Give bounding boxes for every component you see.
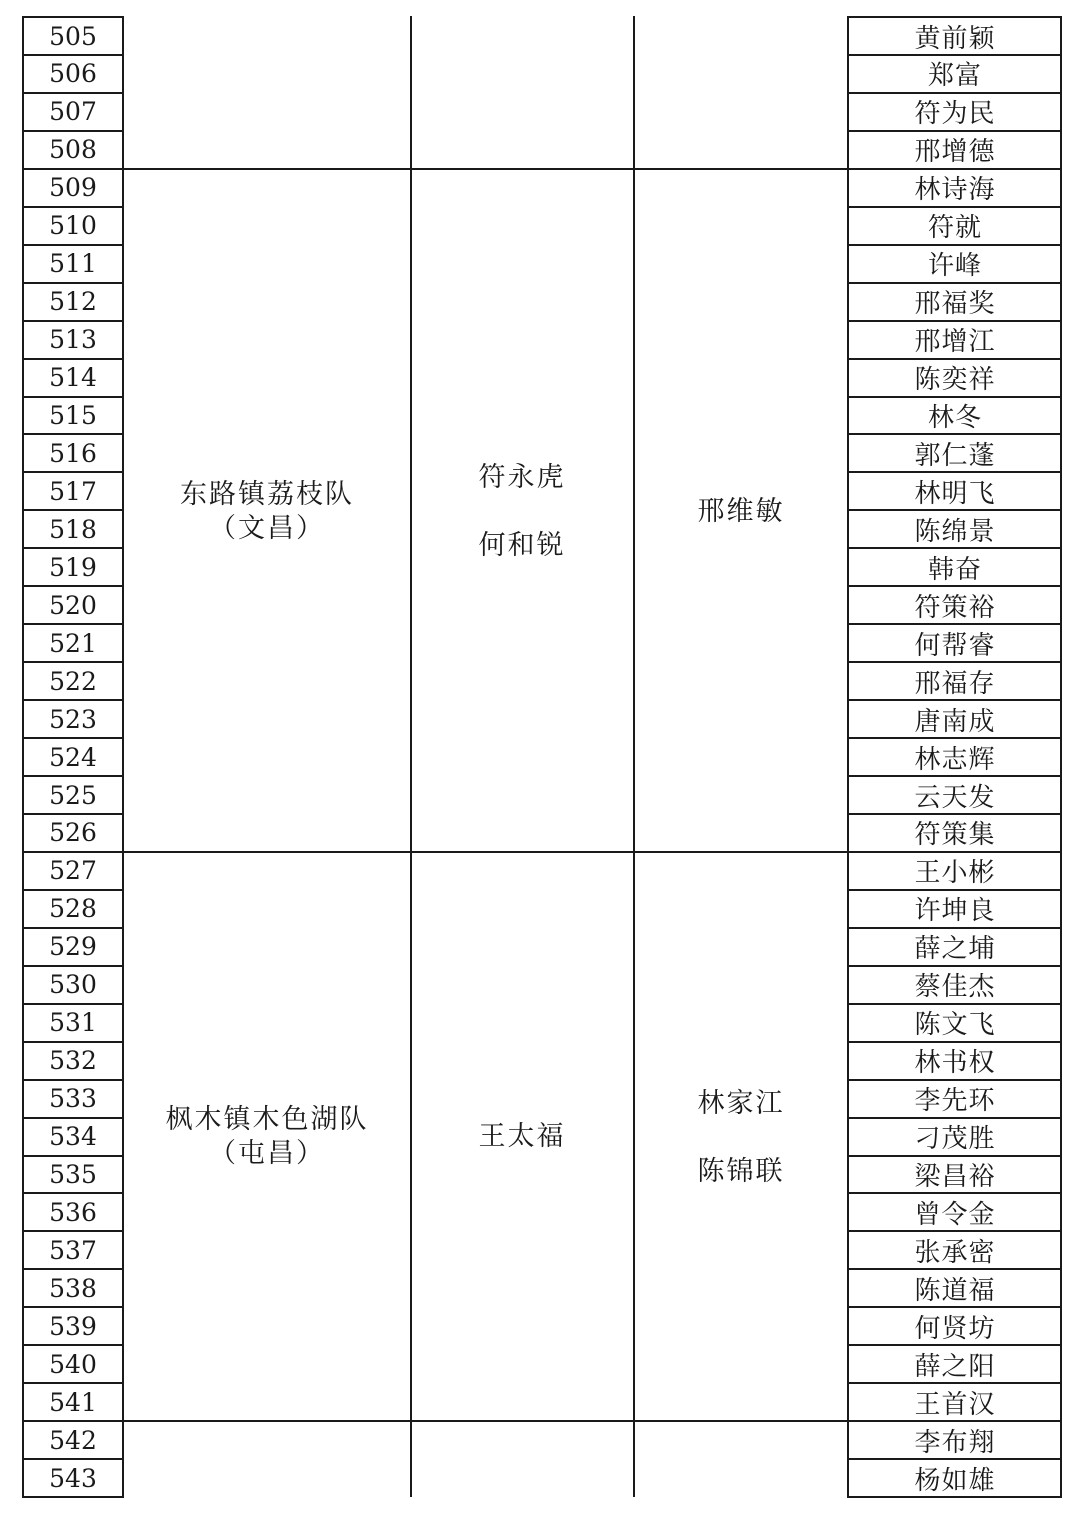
row-divider [847,965,1062,967]
row-number: 524 [49,742,97,772]
row-number: 529 [49,932,97,962]
coach-name: 邢维敏 [697,496,785,527]
column-divider [1060,16,1062,1497]
coach-cell-dongluzhen [635,495,847,529]
row-divider [847,1041,1062,1043]
row-divider [847,1079,1062,1081]
member-name: 黄前颖 [914,23,996,54]
row-number: 506 [49,59,97,89]
leader-cell-fengmuzhen [412,1120,632,1154]
row-divider [847,547,1062,549]
member-name: 邢福存 [914,668,996,699]
row-number: 517 [49,476,97,506]
team-region: （文昌） [209,513,325,544]
row-divider [847,130,1062,132]
row-number: 511 [49,249,97,279]
row-divider [22,244,124,246]
row-divider [847,509,1062,511]
row-divider [847,1382,1062,1384]
row-divider [22,1230,124,1232]
member-name: 曾令金 [914,1199,996,1230]
column-divider [633,16,635,1497]
member-name: 蔡佳杰 [914,972,996,1003]
member-name: 梁昌裕 [914,1162,996,1192]
member-name: 林志辉 [914,744,996,775]
column-divider [122,16,124,1497]
leader-cell-dongluzhen [412,444,632,580]
member-name: 郭仁蓬 [914,440,996,471]
row-number: 542 [49,1425,97,1455]
member-name: 邢福奖 [914,289,996,320]
row-divider [22,282,124,284]
row-divider [847,358,1062,360]
member-name: 王小彬 [914,858,996,889]
row-number: 540 [49,1349,97,1379]
row-divider [22,1192,124,1194]
member-name: 陈奕祥 [914,365,996,396]
member-name: 陈绵景 [914,516,996,547]
member-name: 薛之阳 [914,1351,996,1382]
row-number: 528 [49,894,97,924]
row-divider [847,1306,1062,1308]
row-number: 541 [49,1387,97,1417]
row-number: 508 [49,135,97,165]
row-number: 535 [49,1160,97,1189]
member-name: 李先环 [914,1086,996,1117]
member-name: 许坤良 [914,896,996,927]
member-name: 符就 [927,213,982,244]
member-name: 何贤坊 [914,1313,996,1344]
coach-name: 林家江 [697,1088,785,1119]
member-name: 云天发 [914,782,996,813]
row-divider [22,206,124,208]
member-name: 许峰 [927,251,982,282]
row-divider [22,813,124,815]
member-name: 陈道福 [914,1275,996,1306]
row-number: 507 [49,97,97,127]
row-divider [22,358,124,360]
leader-name: 王太福 [478,1121,566,1152]
row-number: 514 [49,363,97,393]
row-number: 534 [49,1122,97,1152]
group-divider [22,1420,1062,1422]
member-name: 符为民 [914,99,996,130]
row-number: 521 [49,628,97,658]
row-number: 536 [49,1197,97,1227]
row-divider [847,623,1062,625]
row-divider [22,1458,124,1460]
row-divider [22,130,124,132]
member-name: 张承密 [914,1237,996,1268]
coach-cell-fengmuzhen [635,1070,847,1206]
row-divider [22,1306,124,1308]
row-divider [847,320,1062,322]
row-number: 518 [49,514,97,544]
row-divider [22,54,124,56]
row-divider [22,1041,124,1043]
row-divider [847,54,1062,56]
row-divider [22,585,124,587]
member-name: 韩奋 [927,554,982,585]
row-number: 509 [49,173,97,203]
row-divider [22,1079,124,1081]
leader-name: 符永虎 [478,462,566,493]
row-number: 522 [49,666,97,696]
row-number: 538 [49,1273,97,1303]
row-divider [22,737,124,739]
row-divider [847,699,1062,701]
row-divider [22,661,124,663]
coach-name: 陈锦联 [697,1156,785,1187]
member-name: 李布翔 [914,1427,996,1458]
row-divider [847,1192,1062,1194]
member-name: 林诗海 [914,175,996,206]
row-divider [847,1003,1062,1005]
row-number: 543 [49,1463,97,1493]
row-number: 515 [49,401,97,430]
leader-name: 何和锐 [478,530,566,561]
row-divider [22,16,124,18]
row-number: 533 [49,1084,97,1114]
row-divider [22,433,124,435]
row-divider [22,1155,124,1157]
row-divider [22,699,124,701]
member-name: 邢增德 [914,137,996,168]
row-number: 527 [49,856,97,886]
row-divider [22,775,124,777]
row-divider [847,244,1062,246]
row-divider [847,927,1062,929]
row-divider [22,396,124,398]
member-name: 陈文飞 [914,1010,996,1041]
row-divider [847,889,1062,891]
member-name: 王首汉 [914,1389,996,1420]
row-divider [847,1268,1062,1270]
row-number: 510 [49,211,97,241]
row-number: 531 [49,1008,97,1038]
row-divider [22,547,124,549]
row-divider [22,927,124,929]
row-divider [847,1496,1062,1498]
row-divider [847,471,1062,473]
row-divider [22,1496,124,1498]
team-name: 枫木镇木色湖队 [165,1104,369,1135]
row-divider [847,1117,1062,1119]
team-cell-dongluzhen [124,478,410,546]
row-divider [22,1382,124,1384]
member-name: 林明飞 [914,478,996,509]
column-divider [847,16,849,1497]
row-divider [22,92,124,94]
row-divider [22,509,124,511]
row-number: 505 [49,21,97,51]
column-divider [22,16,24,1497]
row-divider [847,775,1062,777]
row-divider [847,396,1062,398]
row-number: 516 [49,438,97,468]
row-divider [22,1003,124,1005]
member-name: 郑富 [927,61,982,92]
row-divider [847,206,1062,208]
row-divider [847,16,1062,18]
group-divider [22,851,1062,853]
member-name: 邢增江 [914,327,996,358]
row-number: 520 [49,590,97,620]
row-number: 526 [49,818,97,848]
row-number: 512 [49,287,97,317]
row-divider [22,623,124,625]
member-name: 符策集 [914,820,996,851]
group-divider [22,168,1062,170]
member-name: 刁茂胜 [914,1124,996,1155]
team-name: 东路镇荔枝队 [180,479,354,510]
member-name: 符策裕 [914,592,996,623]
row-divider [847,282,1062,284]
row-divider [22,965,124,967]
row-divider [847,92,1062,94]
row-divider [847,661,1062,663]
row-divider [847,585,1062,587]
row-number: 523 [49,704,97,734]
row-divider [847,1344,1062,1346]
row-divider [847,1155,1062,1157]
member-name: 唐南成 [914,706,996,737]
row-divider [847,813,1062,815]
row-number: 539 [49,1311,97,1341]
member-name: 杨如雄 [914,1465,996,1496]
row-divider [22,471,124,473]
member-name: 何帮睿 [914,630,996,661]
team-region: （屯昌） [209,1138,325,1169]
row-divider [22,1117,124,1119]
row-divider [847,1458,1062,1460]
row-divider [22,1268,124,1270]
row-number: 513 [49,325,97,355]
row-number: 519 [49,552,97,582]
row-divider [22,1344,124,1346]
row-divider [22,889,124,891]
row-number: 530 [49,970,97,1000]
team-cell-fengmuzhen [124,1103,410,1171]
row-number: 525 [49,780,97,810]
member-name: 林冬 [927,403,982,433]
member-name: 林书权 [914,1048,996,1079]
row-divider [847,433,1062,435]
row-number: 532 [49,1046,97,1076]
column-divider [410,16,412,1497]
row-divider [22,320,124,322]
row-number: 537 [49,1235,97,1265]
row-divider [847,1230,1062,1232]
row-divider [847,737,1062,739]
member-name: 薛之埔 [914,934,996,965]
